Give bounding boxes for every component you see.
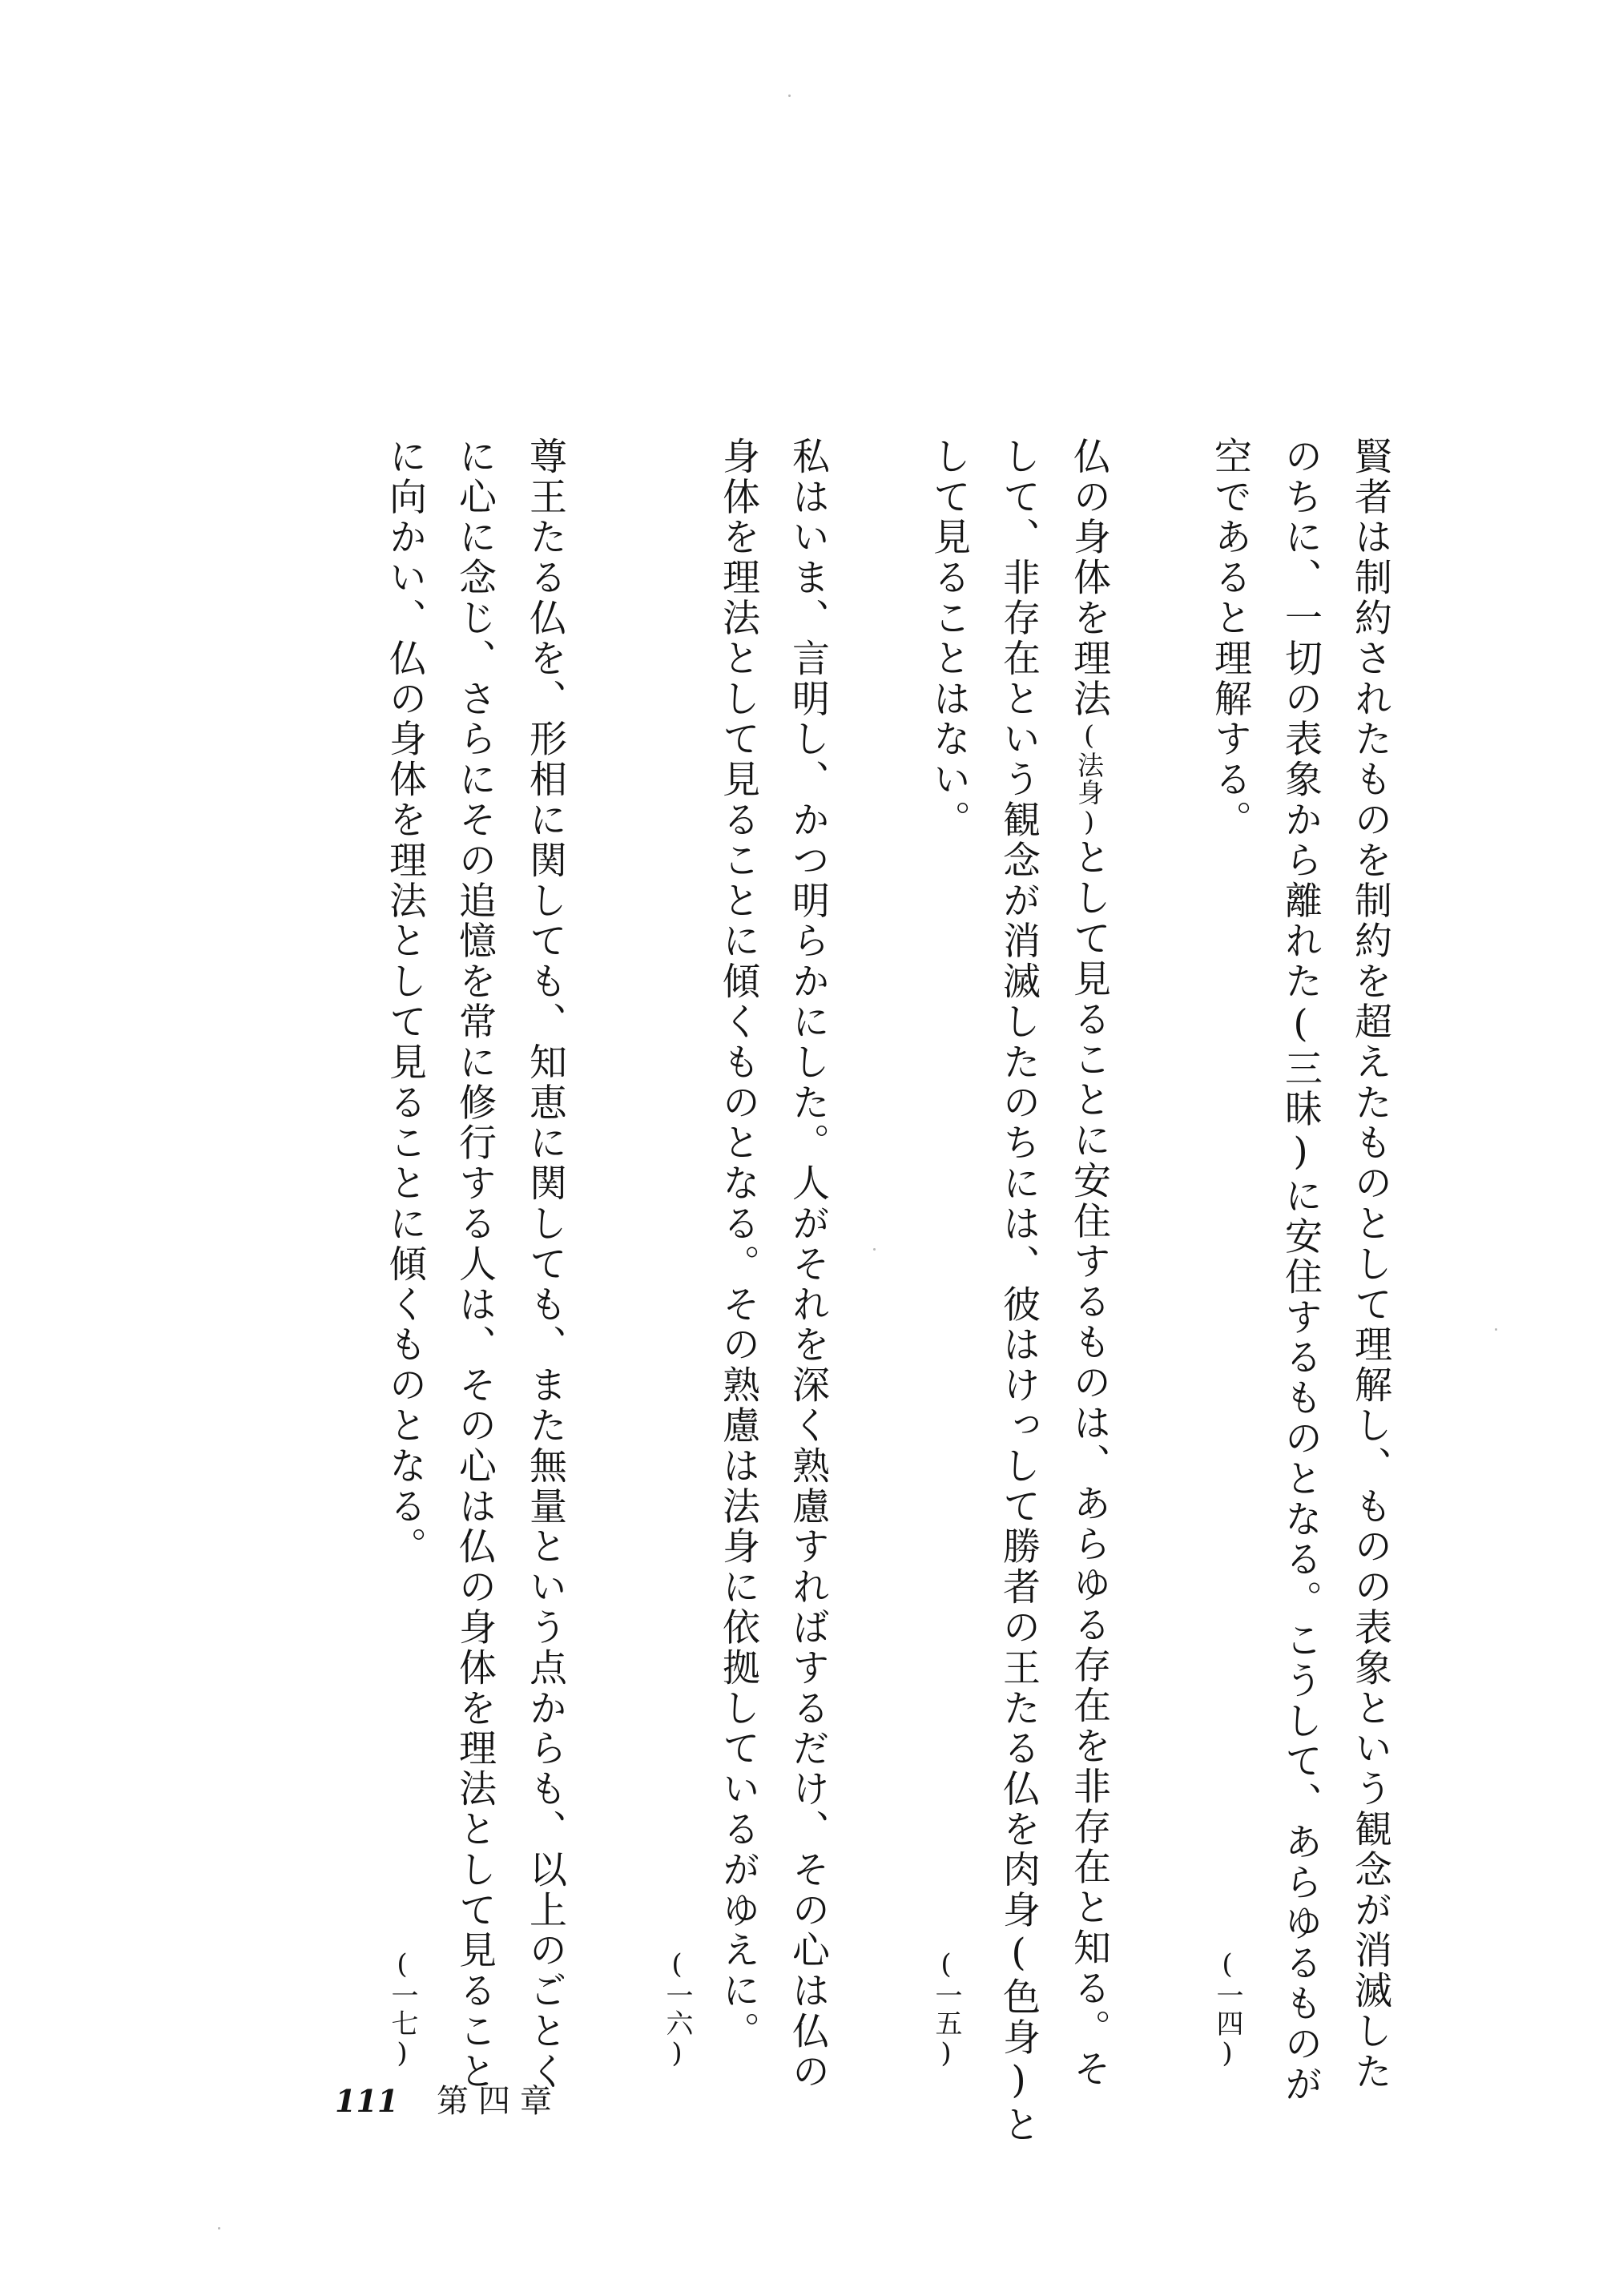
verse-number-16: (一六): [661, 1948, 693, 2070]
verse-15-line-1-part-a: 仏の身体を理法: [1067, 437, 1111, 719]
verse-15-line-3: して見ることはない。: [927, 437, 971, 840]
verse-14-line-3: 空であると理解する。: [1208, 437, 1252, 840]
verse-15-line-2: して、非存在という観念が消滅したのちには、彼はけっして勝者の王たる仏を肉身(色身)と: [997, 437, 1041, 2145]
scan-speck: [788, 95, 791, 97]
scan-speck: [873, 1248, 876, 1251]
verse-15-line-1-part-b: として見ることに安住するものは、あらゆる存在を非存在と知る。そ: [1067, 837, 1111, 2090]
verse-17-line-3: に向かい、仏の身体を理法として見ることに傾くものとなる。: [383, 437, 427, 1568]
scan-speck: [1495, 1328, 1497, 1331]
scan-speck: [218, 2227, 220, 2230]
verse-number-15: (一五): [930, 1948, 962, 2070]
verse-17-line-2: に心に念じ、さらにその追憶を常に修行する人は、その心は仏の身体を理法として見ること: [453, 437, 497, 2093]
verse-17-line-1: 尊王たる仏を、形相に関しても、知恵に関しても、また無量という点からも、以上のごとく: [523, 437, 567, 2093]
verse-number-14: (一四): [1211, 1948, 1243, 2070]
page-number: 111: [335, 2083, 399, 2119]
verse-14-line-1: 賢者は制約されたものを制約を超えたものとして理解し、ものの表象という観念が消滅した: [1348, 437, 1392, 2093]
verse-16-line-1: 私はいま、言明し、かつ明らかにした。人がそれを深く熟慮すればするだけ、その心は仏の: [786, 437, 830, 2093]
verse-15-annotation-hosshin: (法身): [1073, 719, 1105, 838]
verse-15-line-1: [1063, 437, 1111, 2090]
chapter-title: 第四章: [437, 2083, 562, 2120]
verse-14-line-2: のちに、一切の表象から離れた(三昧)に安住するものとなる。こうして、あらゆるものが: [1279, 437, 1323, 2105]
verse-number-17: (一七): [386, 1948, 418, 2070]
verse-16-line-2: 身体を理法として見ることに傾くものとなる。その熟慮は法身に依拠しているがゆえに。: [716, 437, 760, 2052]
